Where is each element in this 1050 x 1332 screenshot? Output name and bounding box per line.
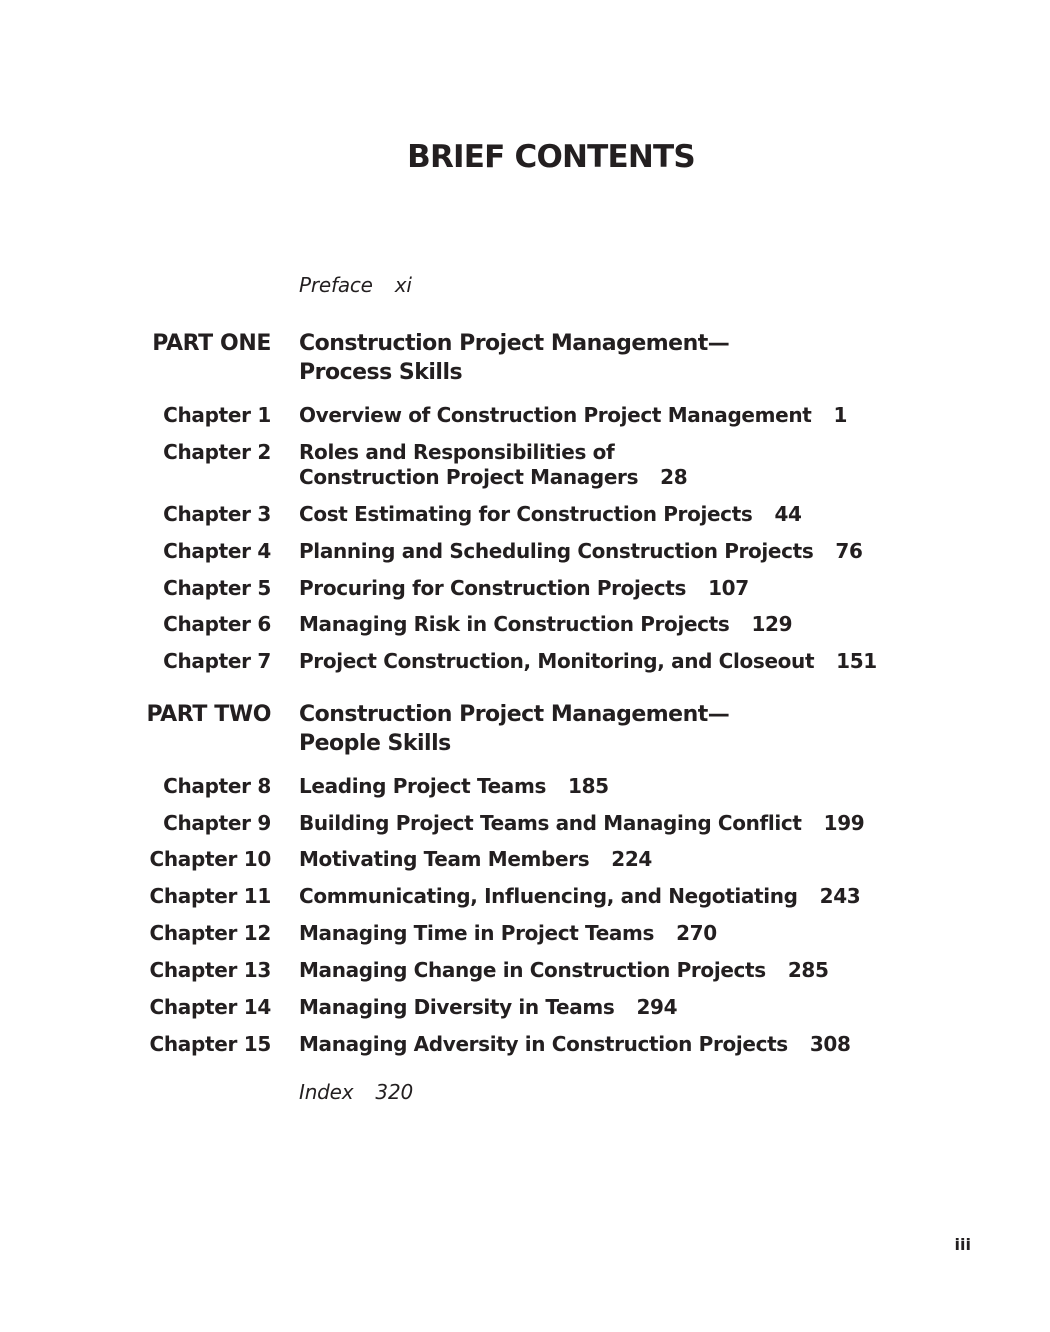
chapter-title [299, 612, 792, 637]
chapter-title-text: Motivating Team Members [299, 847, 590, 871]
chapter-page: 107 [708, 576, 749, 600]
chapter-title-text: Project Construction, Monitoring, and Closeout [299, 649, 815, 673]
chapter-title [299, 958, 829, 983]
chapter-title-text: Leading Project Teams [299, 774, 546, 798]
preface-entry[interactable] [299, 273, 412, 298]
part-title [299, 329, 729, 387]
chapter-label: Chapter 8 [163, 774, 271, 798]
chapter-title [299, 811, 864, 836]
chapter-title [299, 884, 860, 909]
chapter-title-text: Planning and Scheduling Construction Projects [299, 539, 814, 563]
chapter-title-text: Managing Adversity in Construction Projects [299, 1032, 788, 1056]
chapter-label: Chapter 4 [163, 539, 271, 563]
part-title-line: Construction Project Management— [299, 702, 730, 727]
chapter-title-text: Managing Time in Project Teams [299, 921, 655, 945]
chapter-page: 308 [809, 1032, 851, 1056]
preface-label: Preface [299, 273, 373, 297]
chapter-title-text: Managing Change in Construction Projects [299, 958, 766, 982]
index-page: 320 [375, 1080, 413, 1104]
chapter-title-line: Roles and Responsibilities of [299, 440, 615, 464]
chapter-label: Chapter 9 [163, 811, 271, 835]
chapter-title-text: Building Project Teams and Managing Conflict [299, 811, 802, 835]
chapter-title [299, 576, 749, 601]
chapter-title [299, 539, 863, 564]
chapter-title [299, 403, 847, 428]
page-title: BRIEF CONTENTS [407, 139, 695, 175]
chapter-label: Chapter 2 [163, 440, 271, 464]
chapter-title-text: Cost Estimating for Construction Projects [299, 502, 753, 526]
chapter-title [299, 649, 877, 674]
chapter-label: Chapter 6 [163, 612, 271, 636]
part-title-line: People Skills [299, 731, 451, 756]
chapter-page: 28 [660, 465, 688, 489]
chapter-page: 199 [823, 811, 865, 835]
chapter-label: Chapter 10 [149, 847, 271, 871]
preface-page: xi [394, 273, 412, 297]
chapter-title-text: Overview of Construction Project Management [299, 403, 812, 427]
chapter-page: 270 [676, 921, 717, 945]
chapter-label: Chapter 3 [163, 502, 271, 526]
chapter-label: Chapter 15 [149, 1032, 271, 1056]
chapter-page: 185 [568, 774, 609, 798]
chapter-page: 294 [636, 995, 678, 1019]
chapter-page: 243 [819, 884, 861, 908]
chapter-page: 129 [751, 612, 793, 636]
chapter-title [299, 440, 687, 490]
chapter-label: Chapter 12 [149, 921, 271, 945]
chapter-title-text: Communicating, Influencing, and Negotiating [299, 884, 798, 908]
chapter-label: Chapter 11 [149, 884, 271, 908]
chapter-page: 285 [787, 958, 829, 982]
chapter-label: Chapter 13 [149, 958, 271, 982]
index-entry[interactable] [299, 1080, 413, 1105]
chapter-title [299, 847, 652, 872]
chapter-page: 44 [774, 502, 802, 526]
chapter-page: 151 [836, 649, 877, 673]
part-label: PART ONE [152, 331, 271, 356]
chapter-label: Chapter 1 [163, 403, 271, 427]
chapter-page: 76 [835, 539, 863, 563]
chapter-label: Chapter 7 [163, 649, 271, 673]
chapter-title-text: Procuring for Construction Projects [299, 576, 687, 600]
part-label: PART TWO [146, 702, 271, 727]
part-title [299, 700, 729, 758]
part-title-line: Construction Project Management— [299, 331, 730, 356]
chapter-title [299, 1032, 851, 1057]
chapter-title [299, 502, 802, 527]
chapter-label: Chapter 5 [163, 576, 271, 600]
chapter-title [299, 995, 677, 1020]
chapter-title-text: Managing Diversity in Teams [299, 995, 615, 1019]
page-number: iii [954, 1235, 971, 1254]
chapter-title-line: Construction Project Managers [299, 465, 639, 489]
chapter-label: Chapter 14 [149, 995, 271, 1019]
index-label: Index [299, 1080, 354, 1104]
part-title-line: Process Skills [299, 360, 463, 385]
chapter-title-text: Managing Risk in Construction Projects [299, 612, 730, 636]
chapter-page: 1 [833, 403, 848, 427]
chapter-title [299, 774, 609, 799]
chapter-title [299, 921, 717, 946]
chapter-page: 224 [611, 847, 652, 871]
